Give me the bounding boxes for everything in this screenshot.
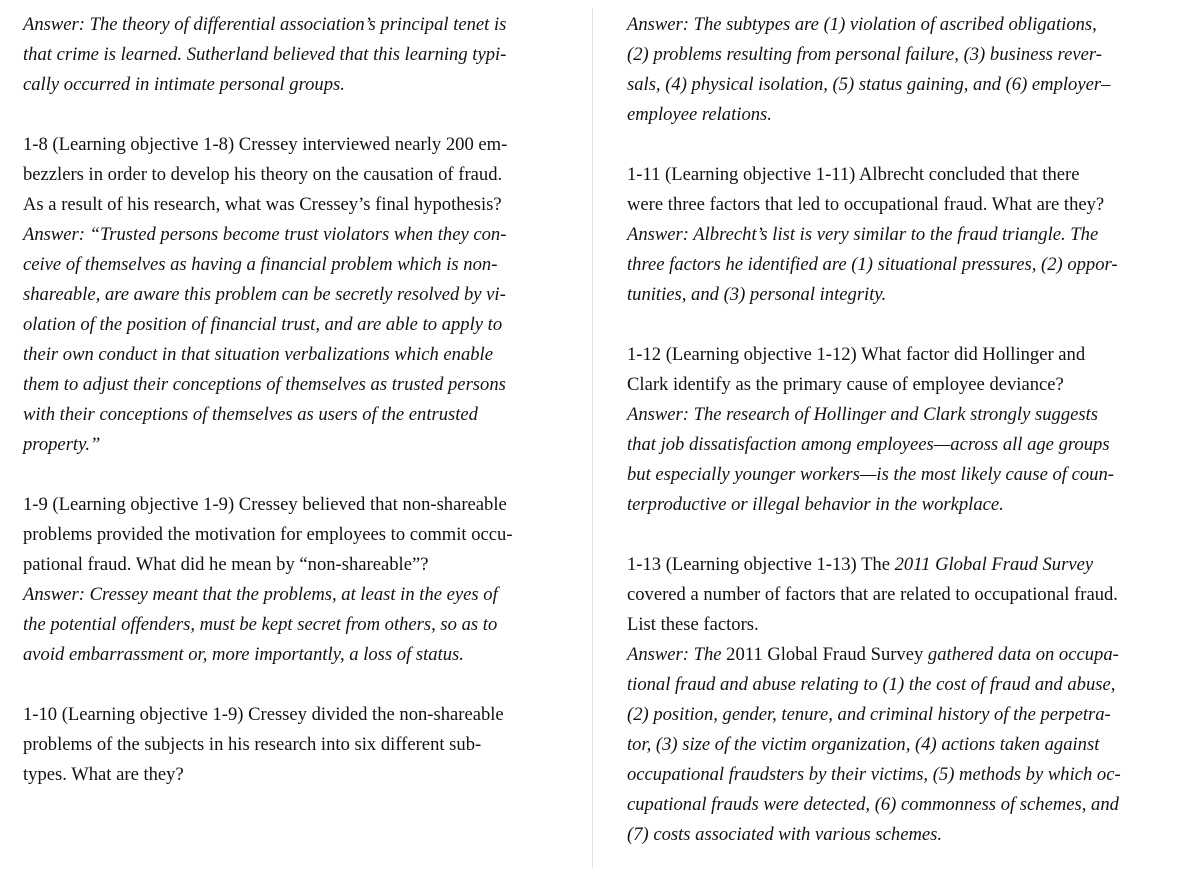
- answer-line: Answer: The theory of differential association’s principal tenet is: [23, 14, 507, 35]
- answer-line: (7) costs associated with various schemes.: [627, 824, 943, 845]
- question-line: 1-8 (Learning objective 1-8) Cressey interviewed nearly 200 em-: [23, 134, 508, 155]
- answer-line: their own conduct in that situation verbalizations which enable: [23, 344, 493, 365]
- question-line: were three factors that led to occupational fraud. What are they?: [627, 194, 1105, 215]
- question-line: problems provided the motivation for employees to commit occu-: [23, 524, 513, 545]
- spacer: [23, 460, 558, 490]
- question-line: 1-11 (Learning objective 1-11) Albrecht concluded that there: [627, 164, 1080, 185]
- answer-line: tunities, and (3) personal integrity.: [627, 284, 887, 305]
- question-1-10: [23, 700, 558, 790]
- answer-line: avoid embarrassment or, more importantly, a loss of status.: [23, 644, 464, 665]
- answer-1-8: [23, 220, 558, 460]
- answer-1-10: [627, 10, 1167, 130]
- question-line: problems of the subjects in his research into six different sub-: [23, 734, 482, 755]
- question-text: 1-13 (Learning objective 1-13) The: [627, 554, 895, 575]
- answer-line: occupational fraudsters by their victims, (5) methods by which oc-: [627, 764, 1121, 785]
- question-1-9: [23, 490, 558, 580]
- answer-text: Answer: The: [627, 644, 727, 665]
- answer-line: cally occurred in intimate personal groups.: [23, 74, 345, 95]
- answer-line: Answer: The subtypes are (1) violation of ascribed obligations,: [627, 14, 1097, 35]
- question-line: 1-12 (Learning objective 1-12) What factor did Hollinger and: [627, 344, 1086, 365]
- spacer: [23, 670, 558, 700]
- answer-line: that crime is learned. Sutherland believed that this learning typi-: [23, 44, 507, 65]
- question-1-13: [627, 550, 1167, 640]
- answer-1-11: [627, 220, 1167, 310]
- answer-line: ceive of themselves as having a financial problem which is non-: [23, 254, 498, 275]
- answer-line: the potential offenders, must be kept secret from others, so as to: [23, 614, 498, 635]
- question-line: As a result of his research, what was Cressey’s final hypothesis?: [23, 194, 502, 215]
- answer-line: tor, (3) size of the victim organization, (4) actions taken against: [627, 734, 1100, 755]
- answer-line: property.”: [23, 434, 101, 455]
- answer-1-13: [627, 640, 1167, 850]
- answer-line: that job dissatisfaction among employees—across all age groups: [627, 434, 1110, 455]
- answer-line: Answer: “Trusted persons become trust violators when they con-: [23, 224, 507, 245]
- answer-line: Answer: The research of Hollinger and Clark strongly suggests: [627, 404, 1099, 425]
- question-line: [627, 550, 1167, 580]
- answer-line: [627, 640, 1167, 670]
- answer-line: sals, (4) physical isolation, (5) status gaining, and (6) employer–: [627, 74, 1111, 95]
- answer-line: (2) position, gender, tenure, and criminal history of the perpetra-: [627, 704, 1111, 725]
- spacer: [627, 520, 1167, 550]
- answer-text: gathered data on occupa-: [923, 644, 1119, 665]
- spacer: [627, 130, 1167, 160]
- question-line: pational fraud. What did he mean by “non-shareable”?: [23, 554, 429, 575]
- column-divider: [592, 8, 593, 868]
- spacer: [23, 100, 558, 130]
- answer-line: olation of the position of financial trust, and are able to apply to: [23, 314, 503, 335]
- answer-1-7: [23, 10, 558, 100]
- right-column: [627, 10, 1167, 850]
- answer-line: but especially younger workers—is the most likely cause of coun-: [627, 464, 1114, 485]
- answer-line: Answer: Albrecht’s list is very similar to the fraud triangle. The: [627, 224, 1099, 245]
- answer-line: cupational frauds were detected, (6) commonness of schemes, and: [627, 794, 1119, 815]
- question-line: List these factors.: [627, 614, 759, 635]
- question-line: types. What are they?: [23, 764, 184, 785]
- answer-line: tional fraud and abuse relating to (1) the cost of fraud and abuse,: [627, 674, 1116, 695]
- spacer: [627, 310, 1167, 340]
- answer-line: three factors he identified are (1) situational pressures, (2) oppor-: [627, 254, 1118, 275]
- answer-line: shareable, are aware this problem can be secretly resolved by vi-: [23, 284, 506, 305]
- question-line: 1-9 (Learning objective 1-9) Cressey believed that non-shareable: [23, 494, 507, 515]
- question-line: covered a number of factors that are related to occupational fraud.: [627, 584, 1118, 605]
- answer-line: them to adjust their conceptions of themselves as trusted persons: [23, 374, 506, 395]
- answer-line: terproductive or illegal behavior in the workplace.: [627, 494, 1004, 515]
- answer-line: (2) problems resulting from personal failure, (3) business rever-: [627, 44, 1102, 65]
- question-1-12: [627, 340, 1167, 400]
- answer-line: Answer: Cressey meant that the problems, at least in the eyes of: [23, 584, 498, 605]
- survey-title: 2011 Global Fraud Survey: [726, 644, 924, 665]
- answer-1-9: [23, 580, 558, 670]
- question-1-11: [627, 160, 1167, 220]
- question-1-8: [23, 130, 558, 220]
- question-line: Clark identify as the primary cause of employee deviance?: [627, 374, 1064, 395]
- question-line: 1-10 (Learning objective 1-9) Cressey divided the non-shareable: [23, 704, 504, 725]
- left-column: [23, 10, 558, 790]
- answer-line: employee relations.: [627, 104, 772, 125]
- question-line: bezzlers in order to develop his theory on the causation of fraud.: [23, 164, 503, 185]
- answer-1-12: [627, 400, 1167, 520]
- survey-title: 2011 Global Fraud Survey: [894, 554, 1094, 575]
- answer-line: with their conceptions of themselves as users of the entrusted: [23, 404, 478, 425]
